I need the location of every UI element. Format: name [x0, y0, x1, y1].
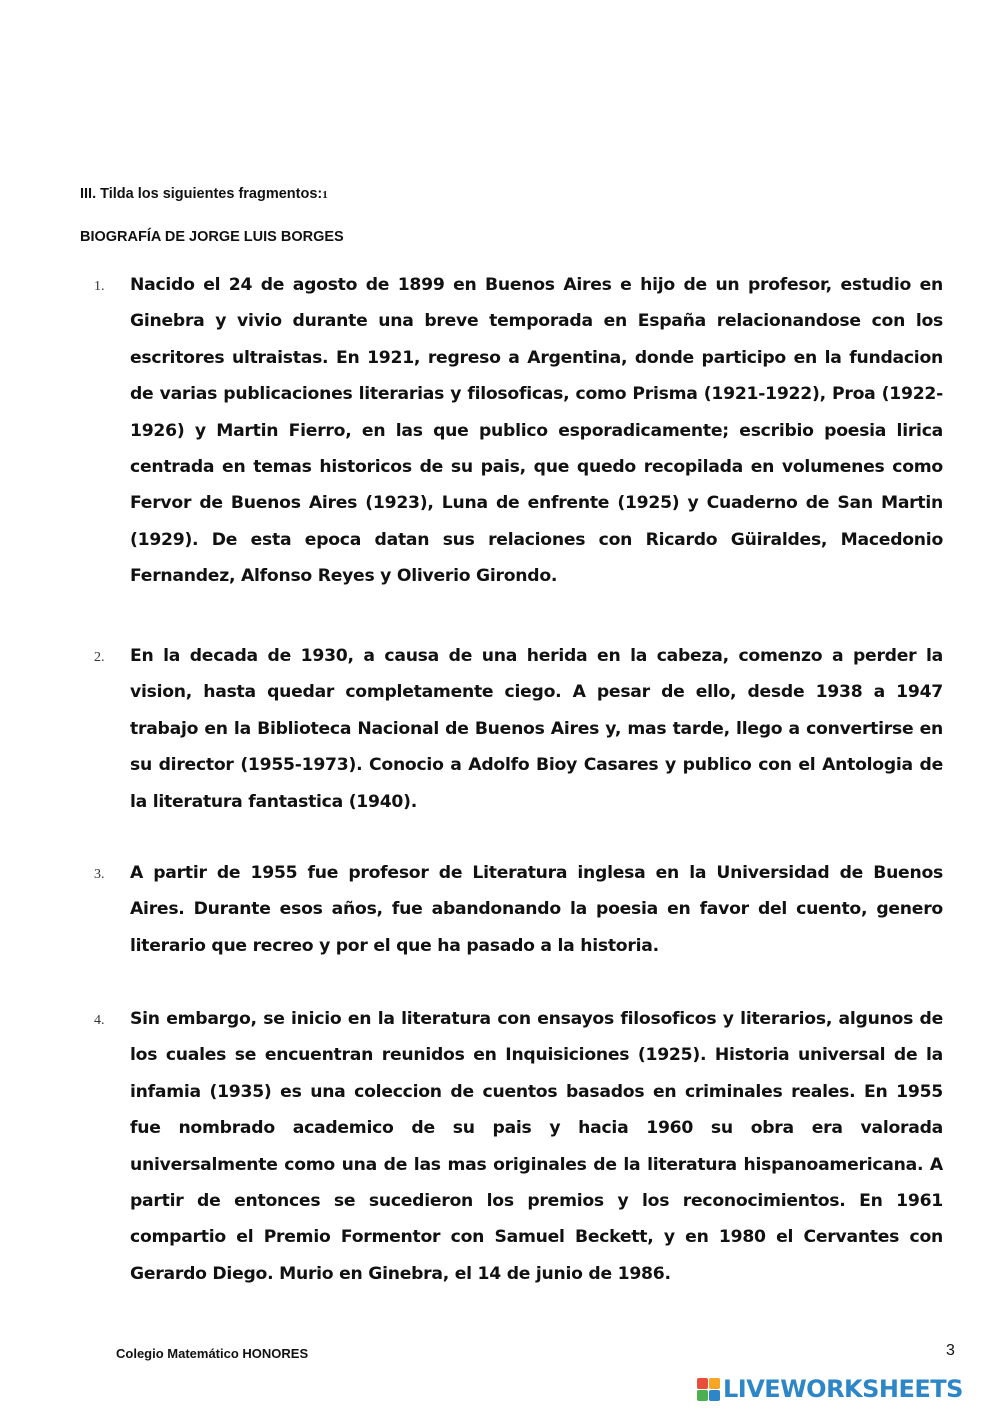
liveworksheets-logo-icon	[697, 1378, 720, 1401]
footer-school-name: Colegio Matemático HONORES	[116, 1346, 309, 1361]
section-roman-numeral: III.	[80, 186, 97, 202]
footnote-marker: 1	[322, 189, 328, 201]
page-number: 3	[946, 1342, 955, 1359]
section-instruction: Tilda los siguientes fragmentos:	[100, 186, 323, 202]
item-number: 2.	[94, 650, 105, 665]
liveworksheets-watermark	[697, 1374, 963, 1404]
item-text: A partir de 1955 fue profesor de Literatura inglesa en la Universidad de Buenos Aires. Durante esos años, fue abandonando la poesia en favor del cuento, genero literario que recreo y por el que ha pasado a la historia.	[130, 863, 943, 956]
watermark-text: LIVEWORKSHEETS	[723, 1375, 963, 1403]
section-heading	[80, 186, 328, 202]
document-title: BIOGRAFÍA DE JORGE LUIS BORGES	[80, 229, 344, 245]
item-number: 1.	[94, 279, 105, 294]
item-text: Sin embargo, se inicio en la literatura con ensayos filosoficos y literarios, algunos de los cuales se encuentran reunidos en Inquisiciones (1925). Historia universal de la infamia (1935) es una coleccion de cuentos basados en criminales reales. En 1955 fue nombrado academico de su pais y hacia 1960 su obra era valorada universalmente como una de las mas originales de la literatura hispanoamericana. A partir de entonces se sucedieron los premios y los reconocimientos. En 1961 compartio el Premio Formentor con Samuel Beckett, y en 1980 el Cervantes con Gerardo Diego. Murio en Ginebra, el 14 de junio de 1986.	[130, 1009, 943, 1284]
item-number: 4.	[94, 1013, 105, 1028]
item-number: 3.	[94, 867, 105, 882]
item-text: En la decada de 1930, a causa de una herida en la cabeza, comenzo a perder la vision, hasta quedar completamente ciego. A pesar de ello, desde 1938 a 1947 trabajo en la Biblioteca Nacional de Buenos Aires y, mas tarde, llego a convertirse en su director (1955-1973). Conocio a Adolfo Bioy Casares y publico con el Antologia de la literatura fantastica (1940).	[130, 646, 943, 812]
item-text: Nacido el 24 de agosto de 1899 en Buenos Aires e hijo de un profesor, estudio en Ginebra y vivio durante una breve temporada en España relacionandose con los escritores ultraistas. En 1921, regreso a Argentina, donde participo en la fundacion de varias publicaciones literarias y filosoficas, como Prisma (1921-1922), Proa (1922-1926) y Martin Fierro, en las que publico esporadicamente; escribio poesia lirica centrada en temas historicos de su pais, que quedo recopilada en volumenes como Fervor de Buenos Aires (1923), Luna de enfrente (1925) y Cuaderno de San Martin (1929). De esta epoca datan sus relaciones con Ricardo Güiraldes, Macedonio Fernandez, Alfonso Reyes y Oliverio Girondo.	[130, 275, 943, 587]
